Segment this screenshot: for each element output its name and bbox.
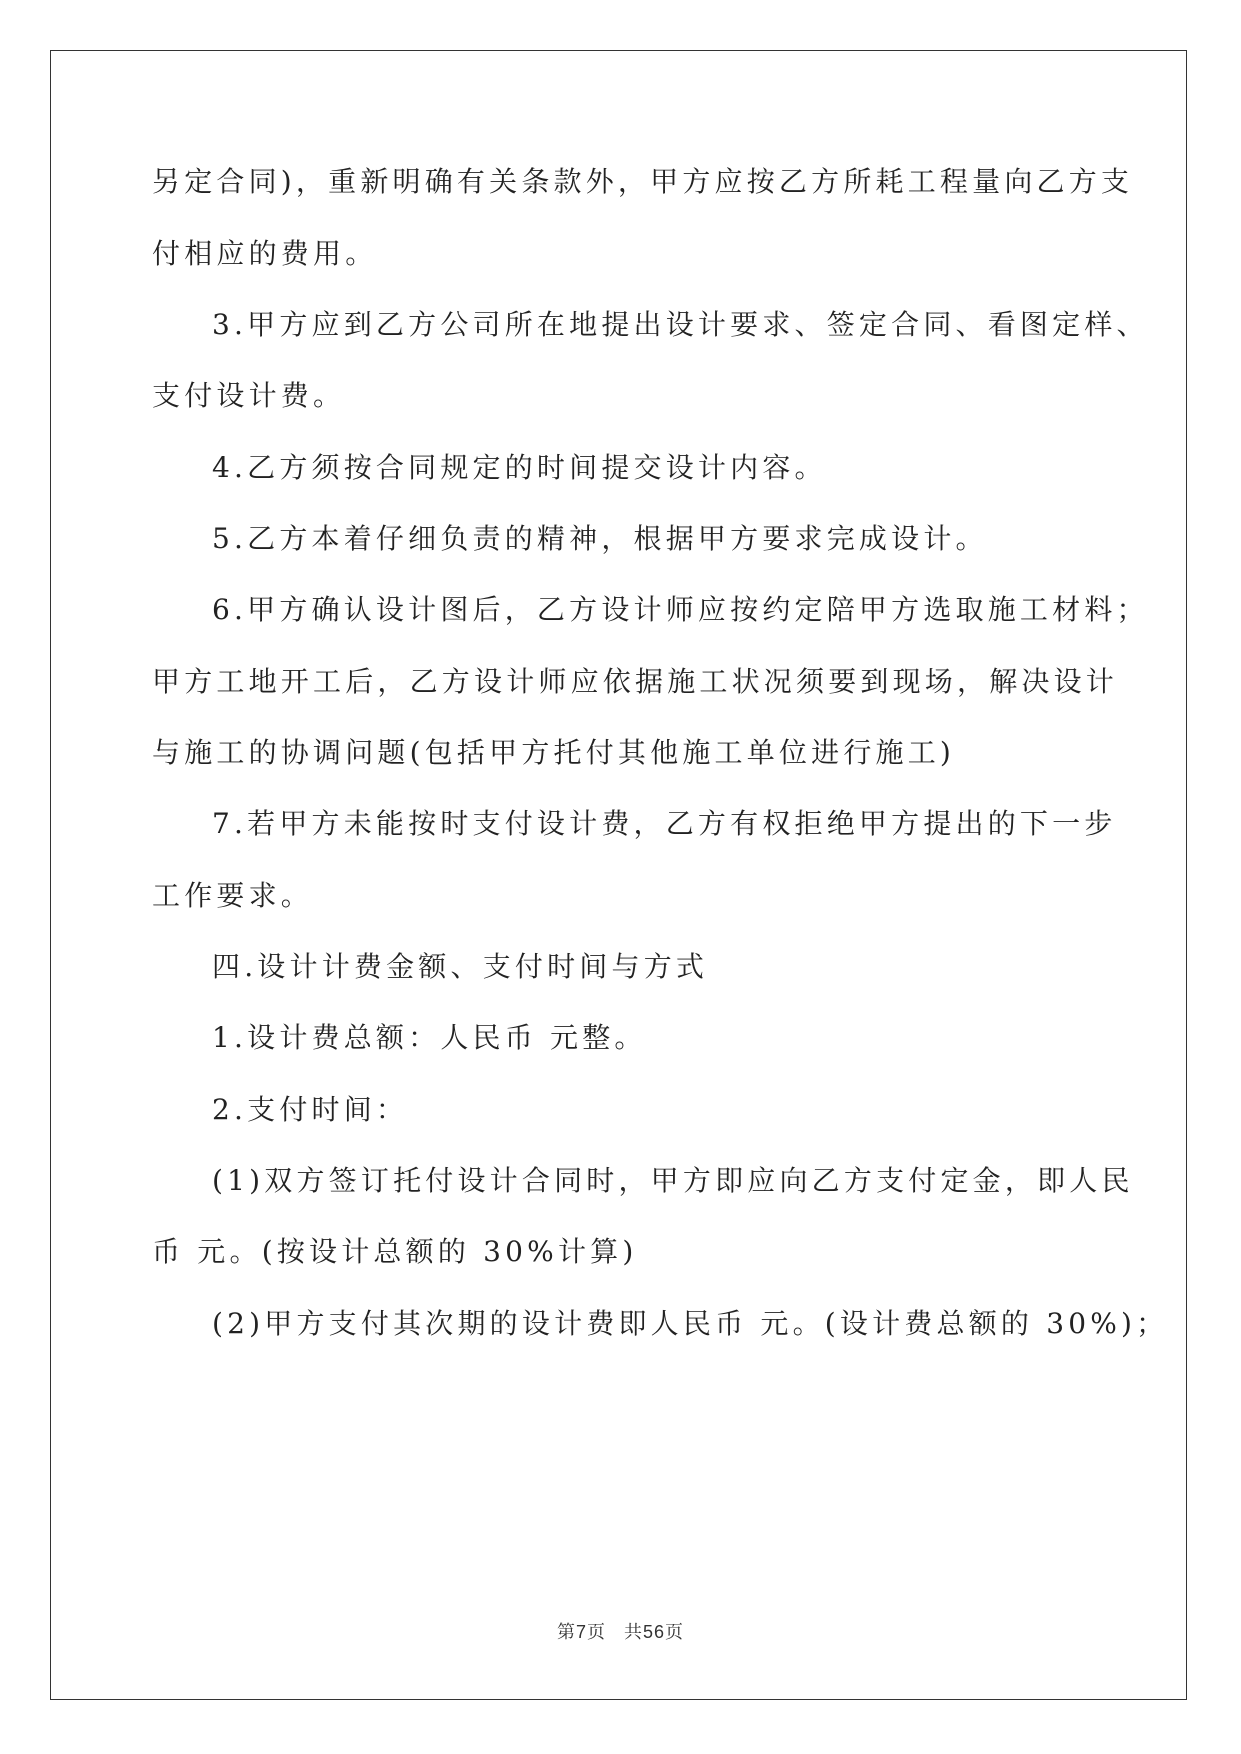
text-line: 4.乙方须按合同规定的时间提交设计内容。	[212, 451, 827, 484]
text-line: 3.甲方应到乙方公司所在地提出设计要求、签定合同、看图定样、	[212, 308, 1149, 341]
text-line: 1.设计费总额：人民币 元整。	[212, 1021, 647, 1054]
page-number-current: 7	[575, 1622, 587, 1642]
total-suffix: 页	[665, 1622, 685, 1643]
page-border	[50, 50, 1187, 1700]
page-number-total: 56	[642, 1622, 666, 1642]
page-prefix: 第	[556, 1622, 576, 1643]
text-line: 7.若甲方未能按时支付设计费，乙方有权拒绝甲方提出的下一步	[212, 807, 1117, 840]
text-line: 币 元。(按设计总额的 30%计算)	[152, 1235, 638, 1268]
text-line: 付相应的费用。	[152, 237, 378, 270]
text-line: 与施工的协调问题(包括甲方托付其他施工单位进行施工)	[152, 736, 956, 769]
text-line: 5.乙方本着仔细负责的精神，根据甲方要求完成设计。	[212, 522, 988, 555]
text-line: 工作要求。	[152, 879, 314, 912]
section-heading: 四.设计计费金额、支付时间与方式	[212, 950, 709, 983]
text-line: 甲方工地开工后，乙方设计师应依据施工状况须要到现场，解决设计	[152, 665, 1119, 698]
page-footer	[0, 1618, 1241, 1644]
total-prefix: 共	[623, 1622, 643, 1643]
text-line: (1)双方签订托付设计合同时，甲方即应向乙方支付定金，即人民	[212, 1164, 1134, 1197]
page-suffix: 页	[586, 1622, 606, 1643]
text-line: 另定合同)，重新明确有关条款外，甲方应按乙方所耗工程量向乙方支	[152, 165, 1134, 198]
text-line: 6.甲方确认设计图后，乙方设计师应按约定陪甲方选取施工材料；	[212, 593, 1149, 626]
text-line: (2)甲方支付其次期的设计费即人民币 元。(设计费总额的 30%)；	[212, 1307, 1169, 1340]
text-line: 支付设计费。	[152, 379, 346, 412]
text-line: 2.支付时间：	[212, 1093, 409, 1126]
